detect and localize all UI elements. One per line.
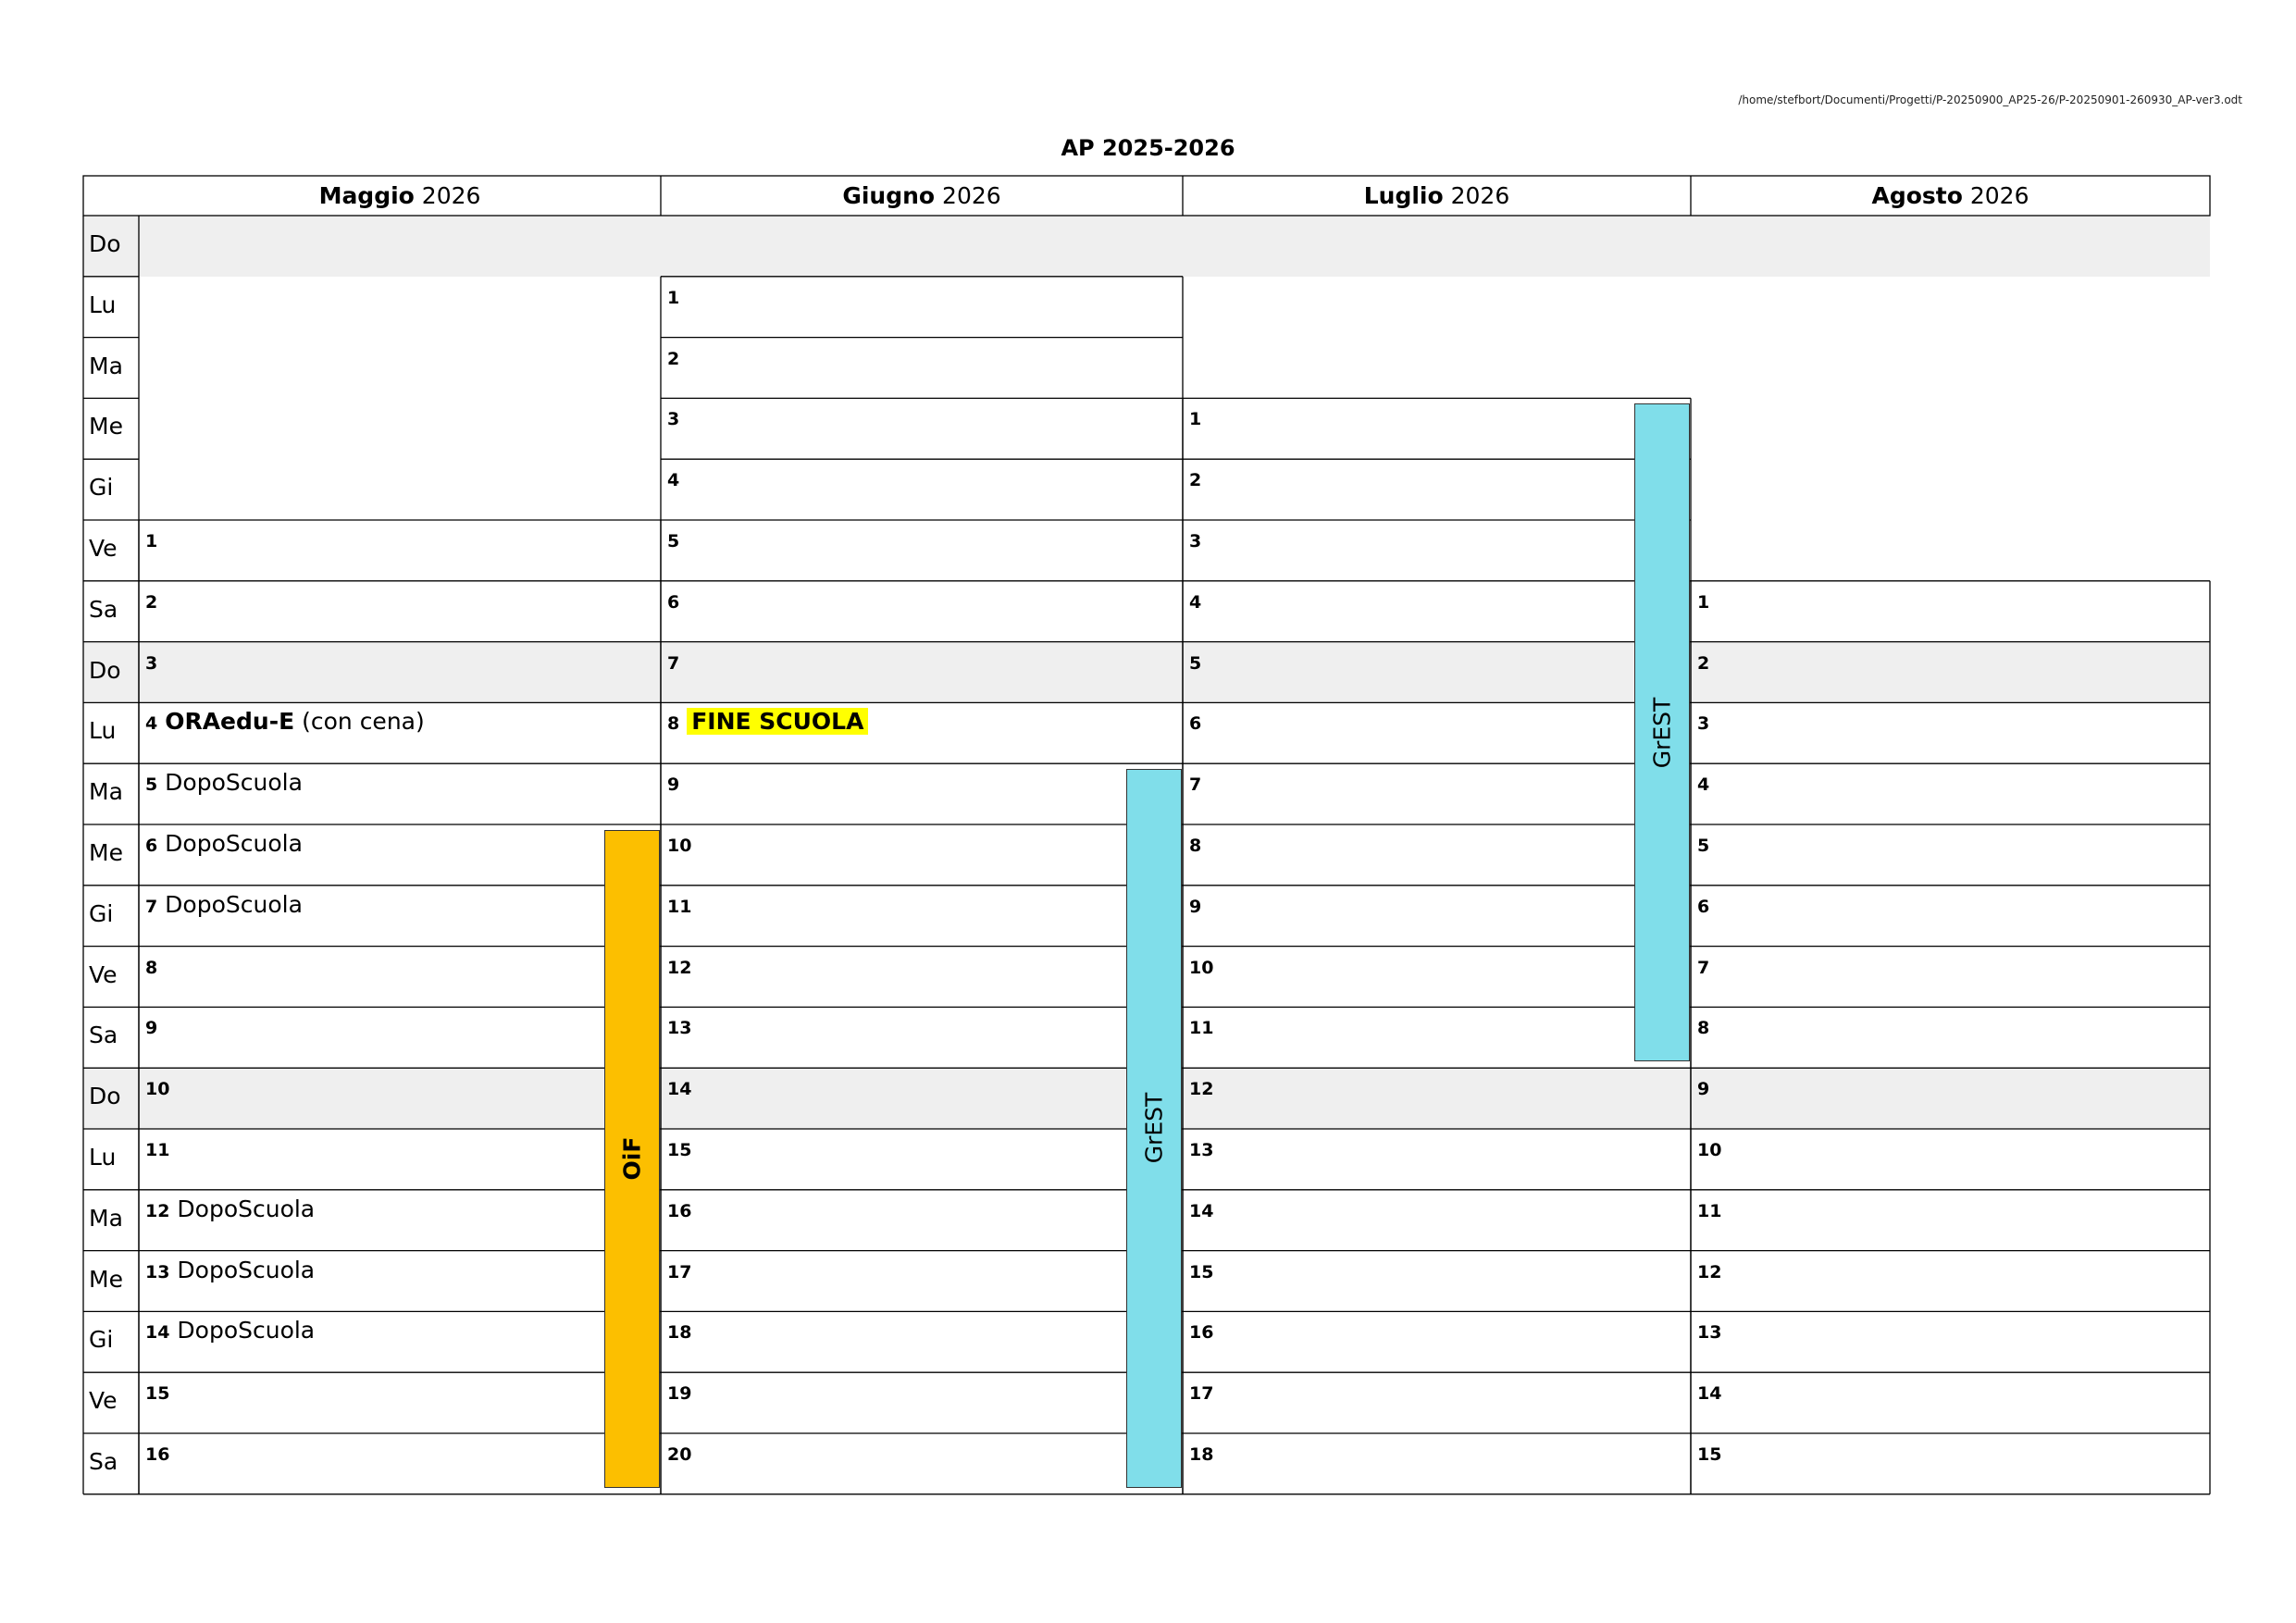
day-number: 8 xyxy=(145,957,158,978)
day-cell xyxy=(1183,1251,1691,1312)
weekday-label: Ma xyxy=(89,1204,123,1232)
day-cell xyxy=(1183,1372,1691,1433)
month-year: 2026 xyxy=(1962,182,2029,209)
day-cell xyxy=(139,702,661,763)
day-number: 12 xyxy=(145,1200,170,1221)
file-path: /home/stefbort/Documenti/Progetti/P-20250900_AP25-26/P-20250901-260930_AP-ver3.odt xyxy=(1738,93,2242,106)
day-number: 9 xyxy=(1697,1079,1710,1100)
day-cell xyxy=(1183,824,1691,886)
weekday-label: Sa xyxy=(89,1022,118,1049)
event-bar-label: OiF xyxy=(618,1136,646,1181)
day-cell xyxy=(1691,886,2210,947)
weekday-label: Ve xyxy=(89,960,118,988)
day-cell xyxy=(661,338,1183,399)
event-bar[interactable] xyxy=(604,830,660,1488)
day-number: 1 xyxy=(1189,409,1202,430)
weekday-label: Me xyxy=(89,839,123,866)
day-cell xyxy=(139,1251,661,1312)
day-cell xyxy=(661,520,1183,581)
month-year: 2026 xyxy=(935,182,1001,209)
day-cell xyxy=(139,1129,661,1190)
day-number: 12 xyxy=(1189,1079,1214,1100)
calendar-grid xyxy=(83,176,2210,1493)
month-name: Maggio xyxy=(318,182,415,209)
day-number: 6 xyxy=(667,591,680,613)
day-number: 2 xyxy=(1189,470,1202,491)
day-number: 4 xyxy=(145,713,158,735)
day-number: 16 xyxy=(667,1200,692,1221)
weekday-label: Gi xyxy=(89,474,114,502)
weekday-label: Gi xyxy=(89,899,114,927)
weekday-label: Do xyxy=(89,656,121,684)
day-cell xyxy=(1183,886,1691,947)
day-cell xyxy=(1691,1311,2210,1372)
day-cell xyxy=(661,1311,1183,1372)
day-cell xyxy=(1691,1129,2210,1190)
weekday-label: Ma xyxy=(89,352,123,379)
month-name: Giugno xyxy=(842,182,936,209)
day-number: 10 xyxy=(1189,957,1214,978)
day-cell xyxy=(1183,398,1691,459)
day-cell xyxy=(661,1129,1183,1190)
day-number: 3 xyxy=(667,409,680,430)
day-number: 9 xyxy=(1189,896,1202,917)
day-number: 3 xyxy=(1189,531,1202,551)
day-number: 1 xyxy=(1697,591,1710,613)
event-text: DopoScuola xyxy=(157,769,303,797)
sunday-row-shade xyxy=(83,216,2210,277)
day-number: 15 xyxy=(1697,1444,1722,1465)
day-number: 14 xyxy=(145,1322,170,1344)
day-number: 5 xyxy=(1697,836,1710,856)
event-text: DopoScuola xyxy=(169,1256,316,1283)
month-header xyxy=(661,176,1183,216)
day-number: 11 xyxy=(667,896,692,917)
day-cell xyxy=(661,1372,1183,1433)
day-number: 9 xyxy=(145,1018,158,1039)
weekday-label: Ve xyxy=(89,1387,118,1415)
day-number: 8 xyxy=(1697,1018,1710,1039)
event-text: DopoScuola xyxy=(157,890,303,918)
day-cell xyxy=(661,1251,1183,1312)
day-number: 3 xyxy=(145,652,158,674)
weekday-label: Gi xyxy=(89,1326,114,1354)
day-cell xyxy=(1691,824,2210,886)
day-number: 13 xyxy=(667,1018,692,1039)
day-number: 2 xyxy=(667,348,680,369)
day-cell xyxy=(139,642,661,703)
month-name: Agosto xyxy=(1871,182,1963,209)
day-cell xyxy=(1183,1068,1691,1129)
day-cell xyxy=(661,824,1183,886)
event-text: DopoScuola xyxy=(169,1195,316,1222)
day-cell xyxy=(1183,1129,1691,1190)
day-number: 11 xyxy=(145,1140,170,1160)
event-bar-label: GrEST xyxy=(1140,1093,1168,1164)
day-cell xyxy=(1691,702,2210,763)
day-number: 12 xyxy=(1697,1261,1722,1282)
month-header xyxy=(1691,176,2210,216)
weekday-label: Lu xyxy=(89,717,117,745)
day-cell xyxy=(1183,1190,1691,1251)
day-number: 8 xyxy=(1189,836,1202,856)
day-cell xyxy=(661,947,1183,1008)
day-number: 13 xyxy=(1697,1322,1722,1344)
day-number: 15 xyxy=(145,1383,170,1405)
day-number: 13 xyxy=(145,1261,170,1282)
day-cell xyxy=(139,1433,661,1494)
day-cell xyxy=(139,581,661,642)
event-text: DopoScuola xyxy=(169,1317,316,1344)
day-cell xyxy=(1691,1007,2210,1068)
day-number: 15 xyxy=(1189,1261,1214,1282)
page-title: AP 2025-2026 xyxy=(1061,135,1235,161)
day-number: 14 xyxy=(667,1079,692,1100)
day-number: 4 xyxy=(667,470,680,491)
day-number: 4 xyxy=(1697,774,1710,796)
day-cell xyxy=(1691,763,2210,824)
day-cell xyxy=(661,1068,1183,1129)
day-cell xyxy=(661,1433,1183,1494)
day-cell xyxy=(1183,702,1691,763)
day-cell xyxy=(661,277,1183,338)
day-cell xyxy=(139,824,661,886)
weekday-label: Ma xyxy=(89,778,123,806)
day-cell xyxy=(1183,947,1691,1008)
weekday-label: Sa xyxy=(89,595,118,623)
day-number: 16 xyxy=(145,1444,170,1465)
day-cell xyxy=(661,642,1183,703)
day-number: 13 xyxy=(1189,1140,1214,1160)
day-number: 6 xyxy=(1189,713,1202,735)
weekday-label: Ve xyxy=(89,535,118,562)
month-header xyxy=(139,176,661,216)
day-cell xyxy=(139,1068,661,1129)
day-cell xyxy=(1183,1007,1691,1068)
day-number: 6 xyxy=(145,836,158,856)
day-number: 7 xyxy=(1697,957,1710,978)
day-cell xyxy=(1691,581,2210,642)
event-bar[interactable] xyxy=(1634,403,1690,1061)
day-cell xyxy=(139,886,661,947)
day-number: 15 xyxy=(667,1140,692,1160)
day-number: 7 xyxy=(145,896,158,917)
day-number: 16 xyxy=(1189,1322,1214,1344)
day-cell xyxy=(661,581,1183,642)
day-cell xyxy=(139,763,661,824)
day-number: 4 xyxy=(1189,591,1202,613)
event-text: (con cena) xyxy=(294,708,425,736)
day-cell xyxy=(661,1007,1183,1068)
day-cell xyxy=(1691,1433,2210,1494)
day-number: 10 xyxy=(667,836,692,856)
day-cell xyxy=(661,398,1183,459)
day-cell xyxy=(1691,1372,2210,1433)
weekday-label: Me xyxy=(89,1265,123,1293)
day-cell xyxy=(1183,642,1691,703)
weekday-label: Sa xyxy=(89,1448,118,1475)
day-number: 14 xyxy=(1189,1200,1214,1221)
day-number: 11 xyxy=(1189,1018,1214,1039)
day-number: 7 xyxy=(667,652,680,674)
day-cell xyxy=(661,702,1183,763)
day-cell xyxy=(661,459,1183,520)
day-cell xyxy=(139,520,661,581)
day-number: 10 xyxy=(145,1079,170,1100)
day-cell xyxy=(1183,459,1691,520)
month-year: 2026 xyxy=(1443,182,1510,209)
day-number: 1 xyxy=(145,531,158,551)
day-number: 2 xyxy=(145,591,158,613)
day-cell xyxy=(139,1311,661,1372)
event-bar-label: GrEST xyxy=(1648,697,1676,769)
day-number: 18 xyxy=(1189,1444,1214,1465)
month-header xyxy=(1183,176,1691,216)
day-number: 19 xyxy=(667,1383,692,1405)
highlight-event: FINE SCUOLA xyxy=(687,708,868,735)
event-bar[interactable] xyxy=(1126,769,1182,1488)
day-number: 10 xyxy=(1697,1140,1722,1160)
day-cell xyxy=(1691,1251,2210,1312)
day-cell xyxy=(1691,1190,2210,1251)
day-cell xyxy=(1183,1433,1691,1494)
day-number: 7 xyxy=(1189,774,1202,796)
day-cell xyxy=(661,1190,1183,1251)
day-cell xyxy=(139,947,661,1008)
weekday-label: Do xyxy=(89,230,121,257)
day-number: 5 xyxy=(145,774,158,796)
day-cell xyxy=(1183,1311,1691,1372)
weekday-label: Do xyxy=(89,1083,121,1110)
day-number: 6 xyxy=(1697,896,1710,917)
day-number: 14 xyxy=(1697,1383,1722,1405)
weekday-label: Lu xyxy=(89,1144,117,1171)
day-cell xyxy=(1183,520,1691,581)
day-cell xyxy=(661,763,1183,824)
day-cell xyxy=(139,1190,661,1251)
day-number: 3 xyxy=(1697,713,1710,735)
month-year: 2026 xyxy=(414,182,481,209)
day-cell xyxy=(139,1007,661,1068)
day-number: 18 xyxy=(667,1322,692,1344)
event-name: ORAedu-E xyxy=(165,708,295,736)
weekday-label: Lu xyxy=(89,291,117,318)
day-number: 5 xyxy=(1189,652,1202,674)
day-number: 8 xyxy=(667,713,680,735)
day-number: 9 xyxy=(667,774,680,796)
day-cell xyxy=(1183,581,1691,642)
day-number: 2 xyxy=(1697,652,1710,674)
month-name: Luglio xyxy=(1363,182,1444,209)
day-cell xyxy=(1183,763,1691,824)
day-number: 17 xyxy=(1189,1383,1214,1405)
day-number: 20 xyxy=(667,1444,692,1465)
day-number: 1 xyxy=(667,287,680,308)
day-number: 17 xyxy=(667,1261,692,1282)
day-number: 5 xyxy=(667,531,680,551)
day-cell xyxy=(1691,642,2210,703)
day-cell xyxy=(139,1372,661,1433)
day-cell xyxy=(661,886,1183,947)
day-number: 11 xyxy=(1697,1200,1722,1221)
weekday-label: Me xyxy=(89,413,123,440)
day-cell xyxy=(1691,1068,2210,1129)
day-cell xyxy=(1691,947,2210,1008)
day-number: 12 xyxy=(667,957,692,978)
event-text: DopoScuola xyxy=(157,830,303,857)
